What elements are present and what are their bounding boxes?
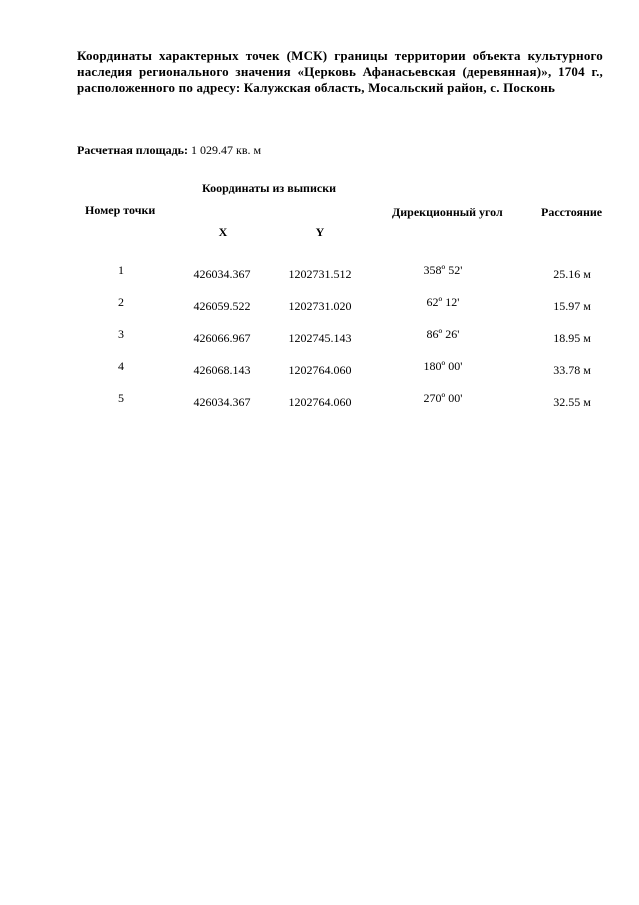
document-heading: Координаты характерных точек (МСК) границы территории объекта культурного наследия регионального значения «Церковь Афанасьевская (деревянная)», 1704 г., расположенного по адресу: Калужская область, Мосальский район, с. Посконь [77, 48, 603, 95]
point-number-cell: 2 [118, 295, 124, 309]
point-number-cell: 1 [118, 263, 124, 277]
area-value: 1 029.47 кв. м [191, 143, 262, 157]
distance-cell: 32.55 м [553, 395, 591, 409]
y-coordinate-cell: 1202764.060 [288, 395, 352, 409]
y-header: Y [315, 225, 325, 239]
direction-angle-cell: 62º 12' [426, 295, 460, 309]
direction-angle-cell: 180º 00' [423, 359, 463, 373]
x-coordinate-cell: 426034.367 [193, 267, 251, 281]
direction-angle-cell: 358º 52' [423, 263, 463, 277]
x-coordinate-cell: 426034.367 [193, 395, 251, 409]
distance-cell: 18.95 м [553, 331, 591, 345]
distance-cell: 33.78 м [553, 363, 591, 377]
direction-angle-cell: 270º 00' [423, 391, 463, 405]
area-line [77, 142, 261, 158]
direction-angle-cell: 86º 26' [426, 327, 460, 341]
point-number-header: Номер точки [85, 203, 156, 217]
point-number-cell: 5 [118, 391, 124, 405]
y-coordinate-cell: 1202764.060 [288, 363, 352, 377]
point-number-cell: 4 [118, 359, 124, 373]
area-label: Расчетная площадь: [77, 143, 188, 157]
direction-angle-header: Дирекционный угол [392, 205, 503, 219]
distance-cell: 25.16 м [553, 267, 591, 281]
x-coordinate-cell: 426066.967 [193, 331, 251, 345]
y-coordinate-cell: 1202745.143 [288, 331, 352, 345]
distance-cell: 15.97 м [553, 299, 591, 313]
x-coordinate-cell: 426068.143 [193, 363, 251, 377]
y-coordinate-cell: 1202731.020 [288, 299, 352, 313]
distance-header: Расстояние [541, 205, 603, 219]
x-header: X [218, 225, 228, 239]
y-coordinate-cell: 1202731.512 [288, 267, 352, 281]
coords-group-header: Координаты из выписки [202, 181, 337, 195]
point-number-cell: 3 [118, 327, 124, 341]
x-coordinate-cell: 426059.522 [193, 299, 251, 313]
